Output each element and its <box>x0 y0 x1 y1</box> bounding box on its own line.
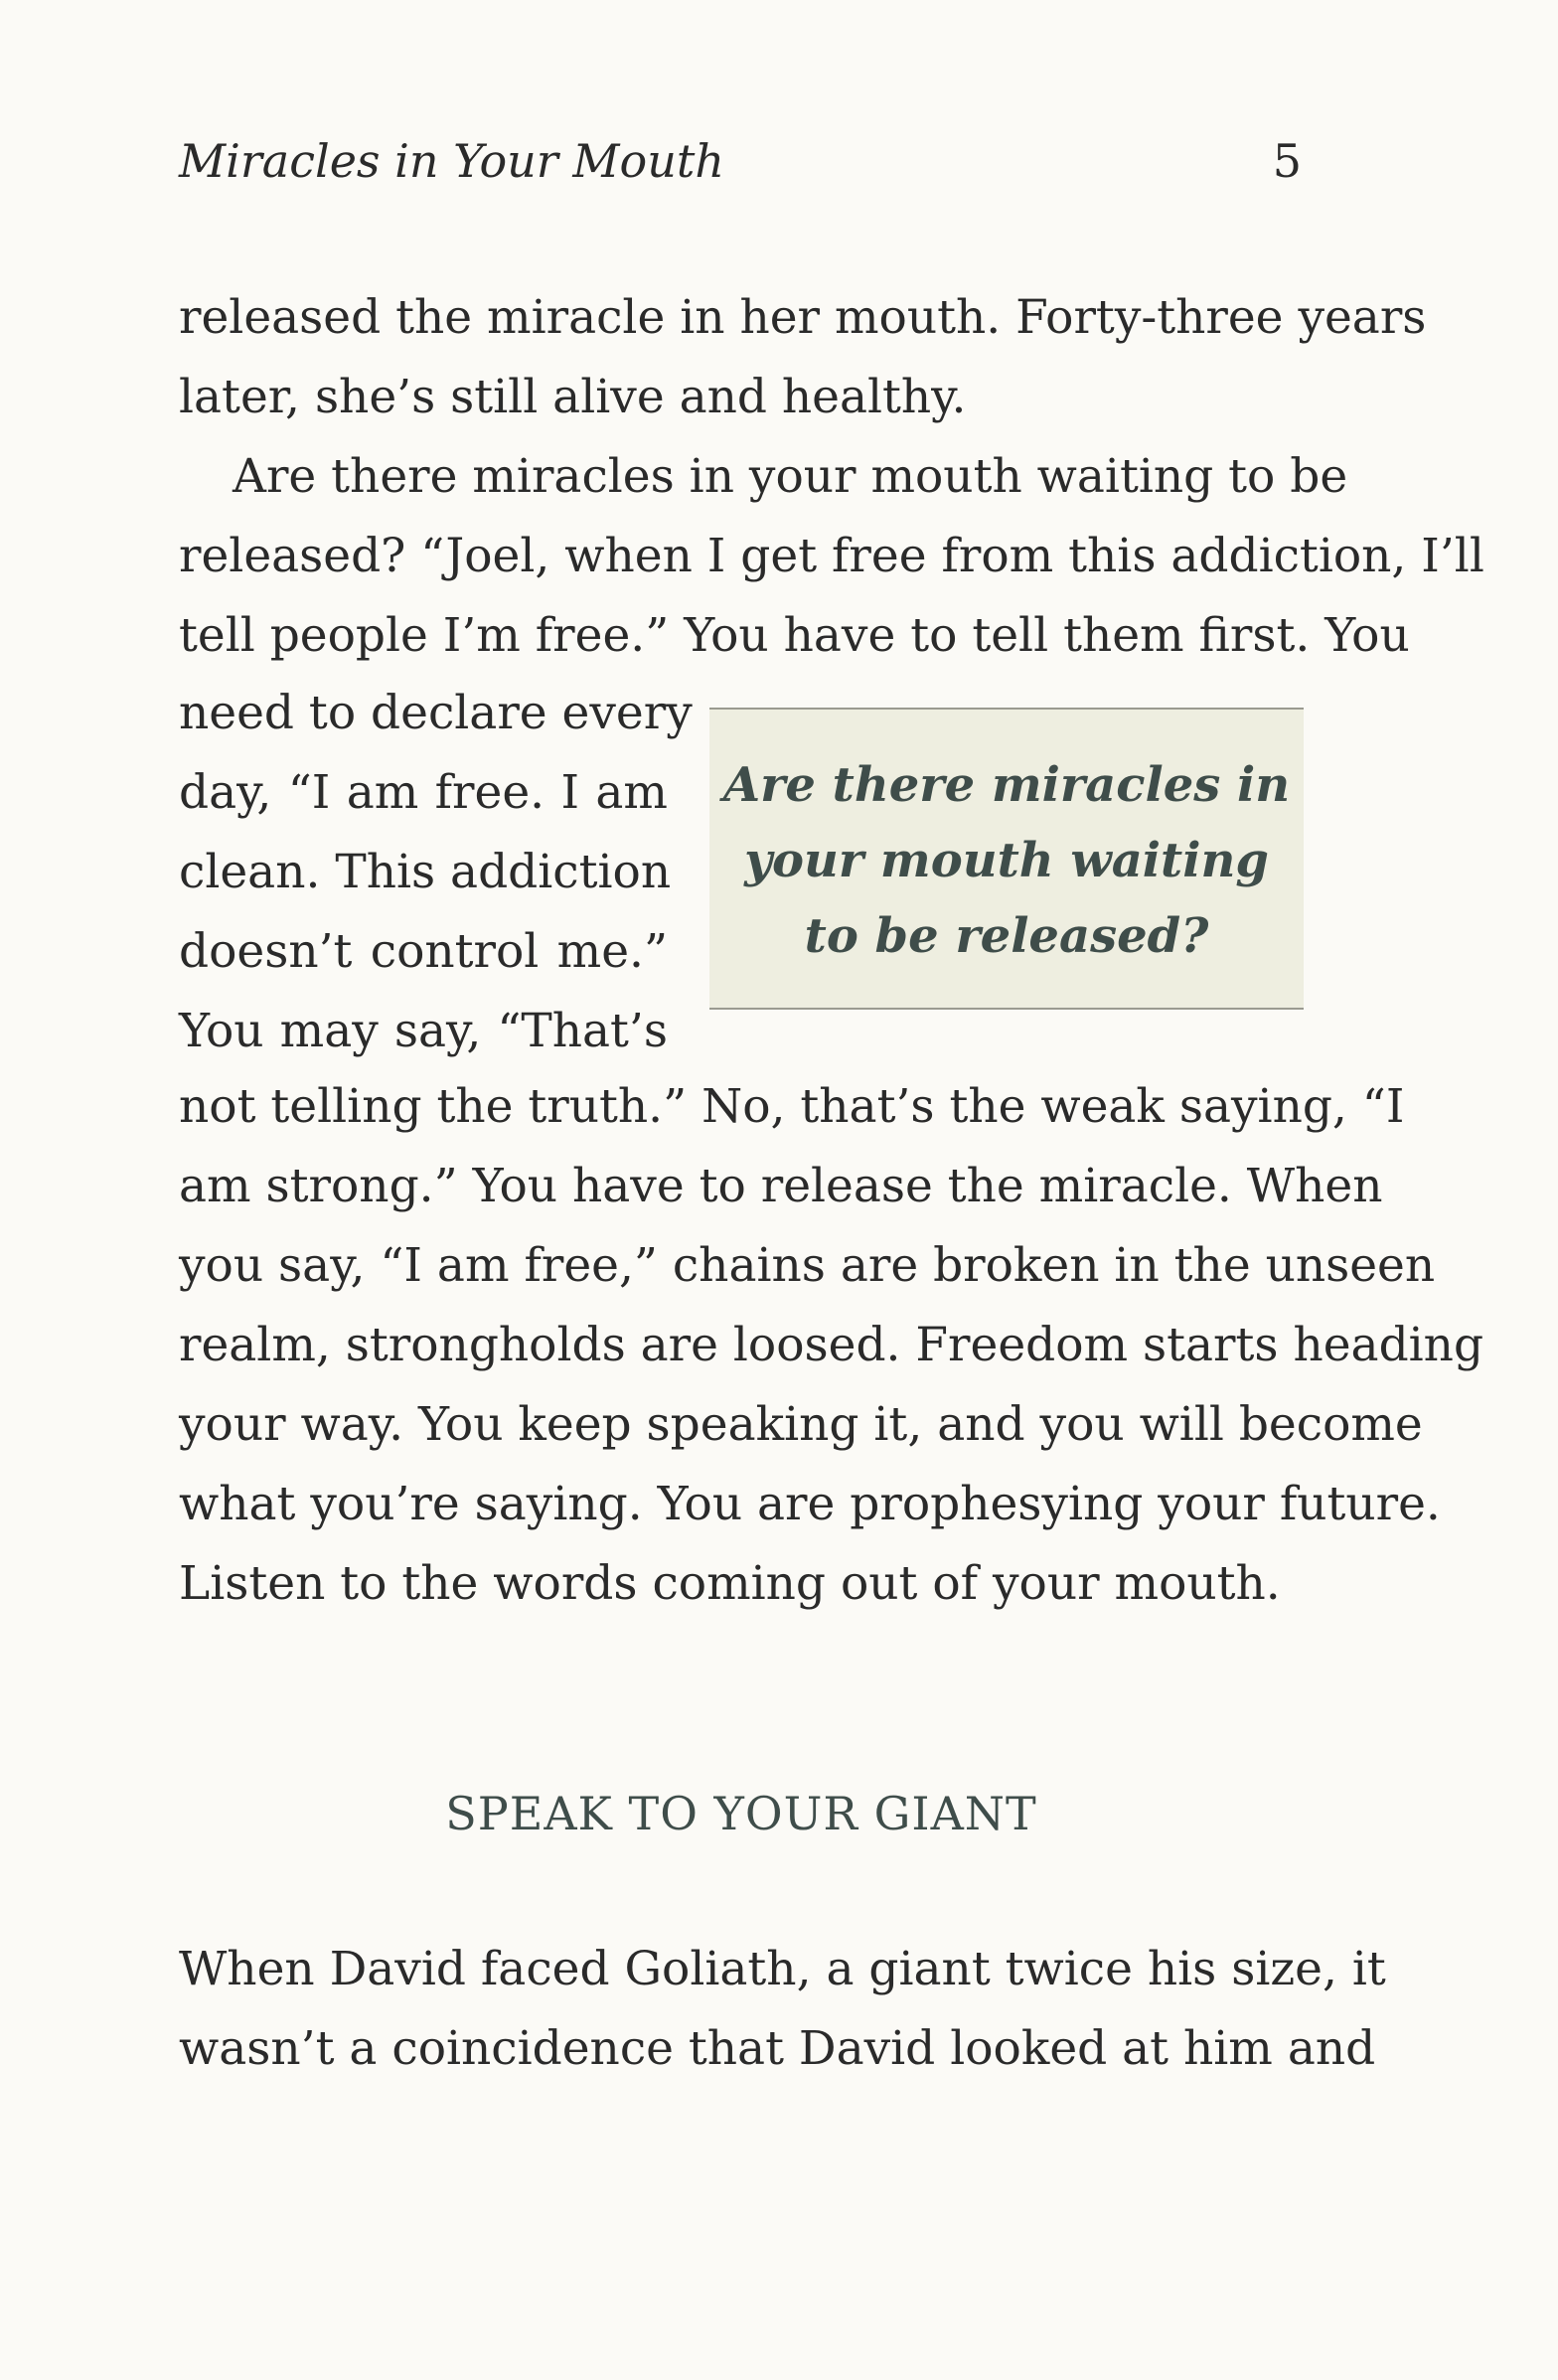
body-line: released the miracle in her mouth. Forty-three years <box>179 290 1427 345</box>
body-line: tell people I’m free.” You have to tell them first. You <box>179 608 1410 663</box>
body-line: When David faced Goliath, a giant twice his size, it <box>179 1942 1386 1996</box>
body-line: you say, “I am free,” chains are broken in the unseen <box>179 1238 1436 1293</box>
pull-quote-line: Are there miracles in <box>722 757 1291 813</box>
body-text-wrap <box>179 674 693 1071</box>
pull-quote-line: your mouth waiting <box>744 833 1269 888</box>
pull-quote-line: to be released? <box>804 908 1209 964</box>
body-line: wasn’t a coincidence that David looked at him and <box>179 2021 1376 2076</box>
body-line: Are there miracles in your mouth waiting to be <box>233 449 1348 504</box>
running-title: Miracles in Your Mouth <box>179 134 724 188</box>
page-number: 5 <box>1272 134 1302 188</box>
body-line: day, “I am free. I am <box>179 765 668 820</box>
body-line: what you’re saying. You are prophesying your future. <box>179 1477 1441 1531</box>
body-text-top <box>179 278 1484 676</box>
body-line: realm, strongholds are loosed. Freedom starts heading <box>179 1318 1484 1372</box>
running-head <box>179 131 1302 191</box>
body-line: released? “Joel, when I get free from this addiction, I’ll <box>179 529 1484 583</box>
section-heading: SPEAK TO YOUR GIANT <box>445 1787 1037 1840</box>
body-line: not telling the truth.” No, that’s the weak saying, “I <box>179 1079 1405 1134</box>
body-line: You may say, “That’s <box>179 1004 668 1058</box>
body-line: later, she’s still alive and healthy. <box>179 370 967 424</box>
body-line: Listen to the words coming out of your mouth. <box>179 1556 1281 1611</box>
body-line: need to declare every <box>179 686 693 740</box>
pull-quote <box>709 708 1304 1010</box>
body-text-after <box>179 1067 1484 1624</box>
body-line: clean. This addiction <box>179 845 672 899</box>
body-line: am strong.” You have to release the miracle. When <box>179 1159 1383 1213</box>
body-line: your way. You keep speaking it, and you will become <box>179 1397 1423 1452</box>
body-line: doesn’t control me.” <box>179 924 668 979</box>
body-text-bottom <box>179 1930 1386 2089</box>
